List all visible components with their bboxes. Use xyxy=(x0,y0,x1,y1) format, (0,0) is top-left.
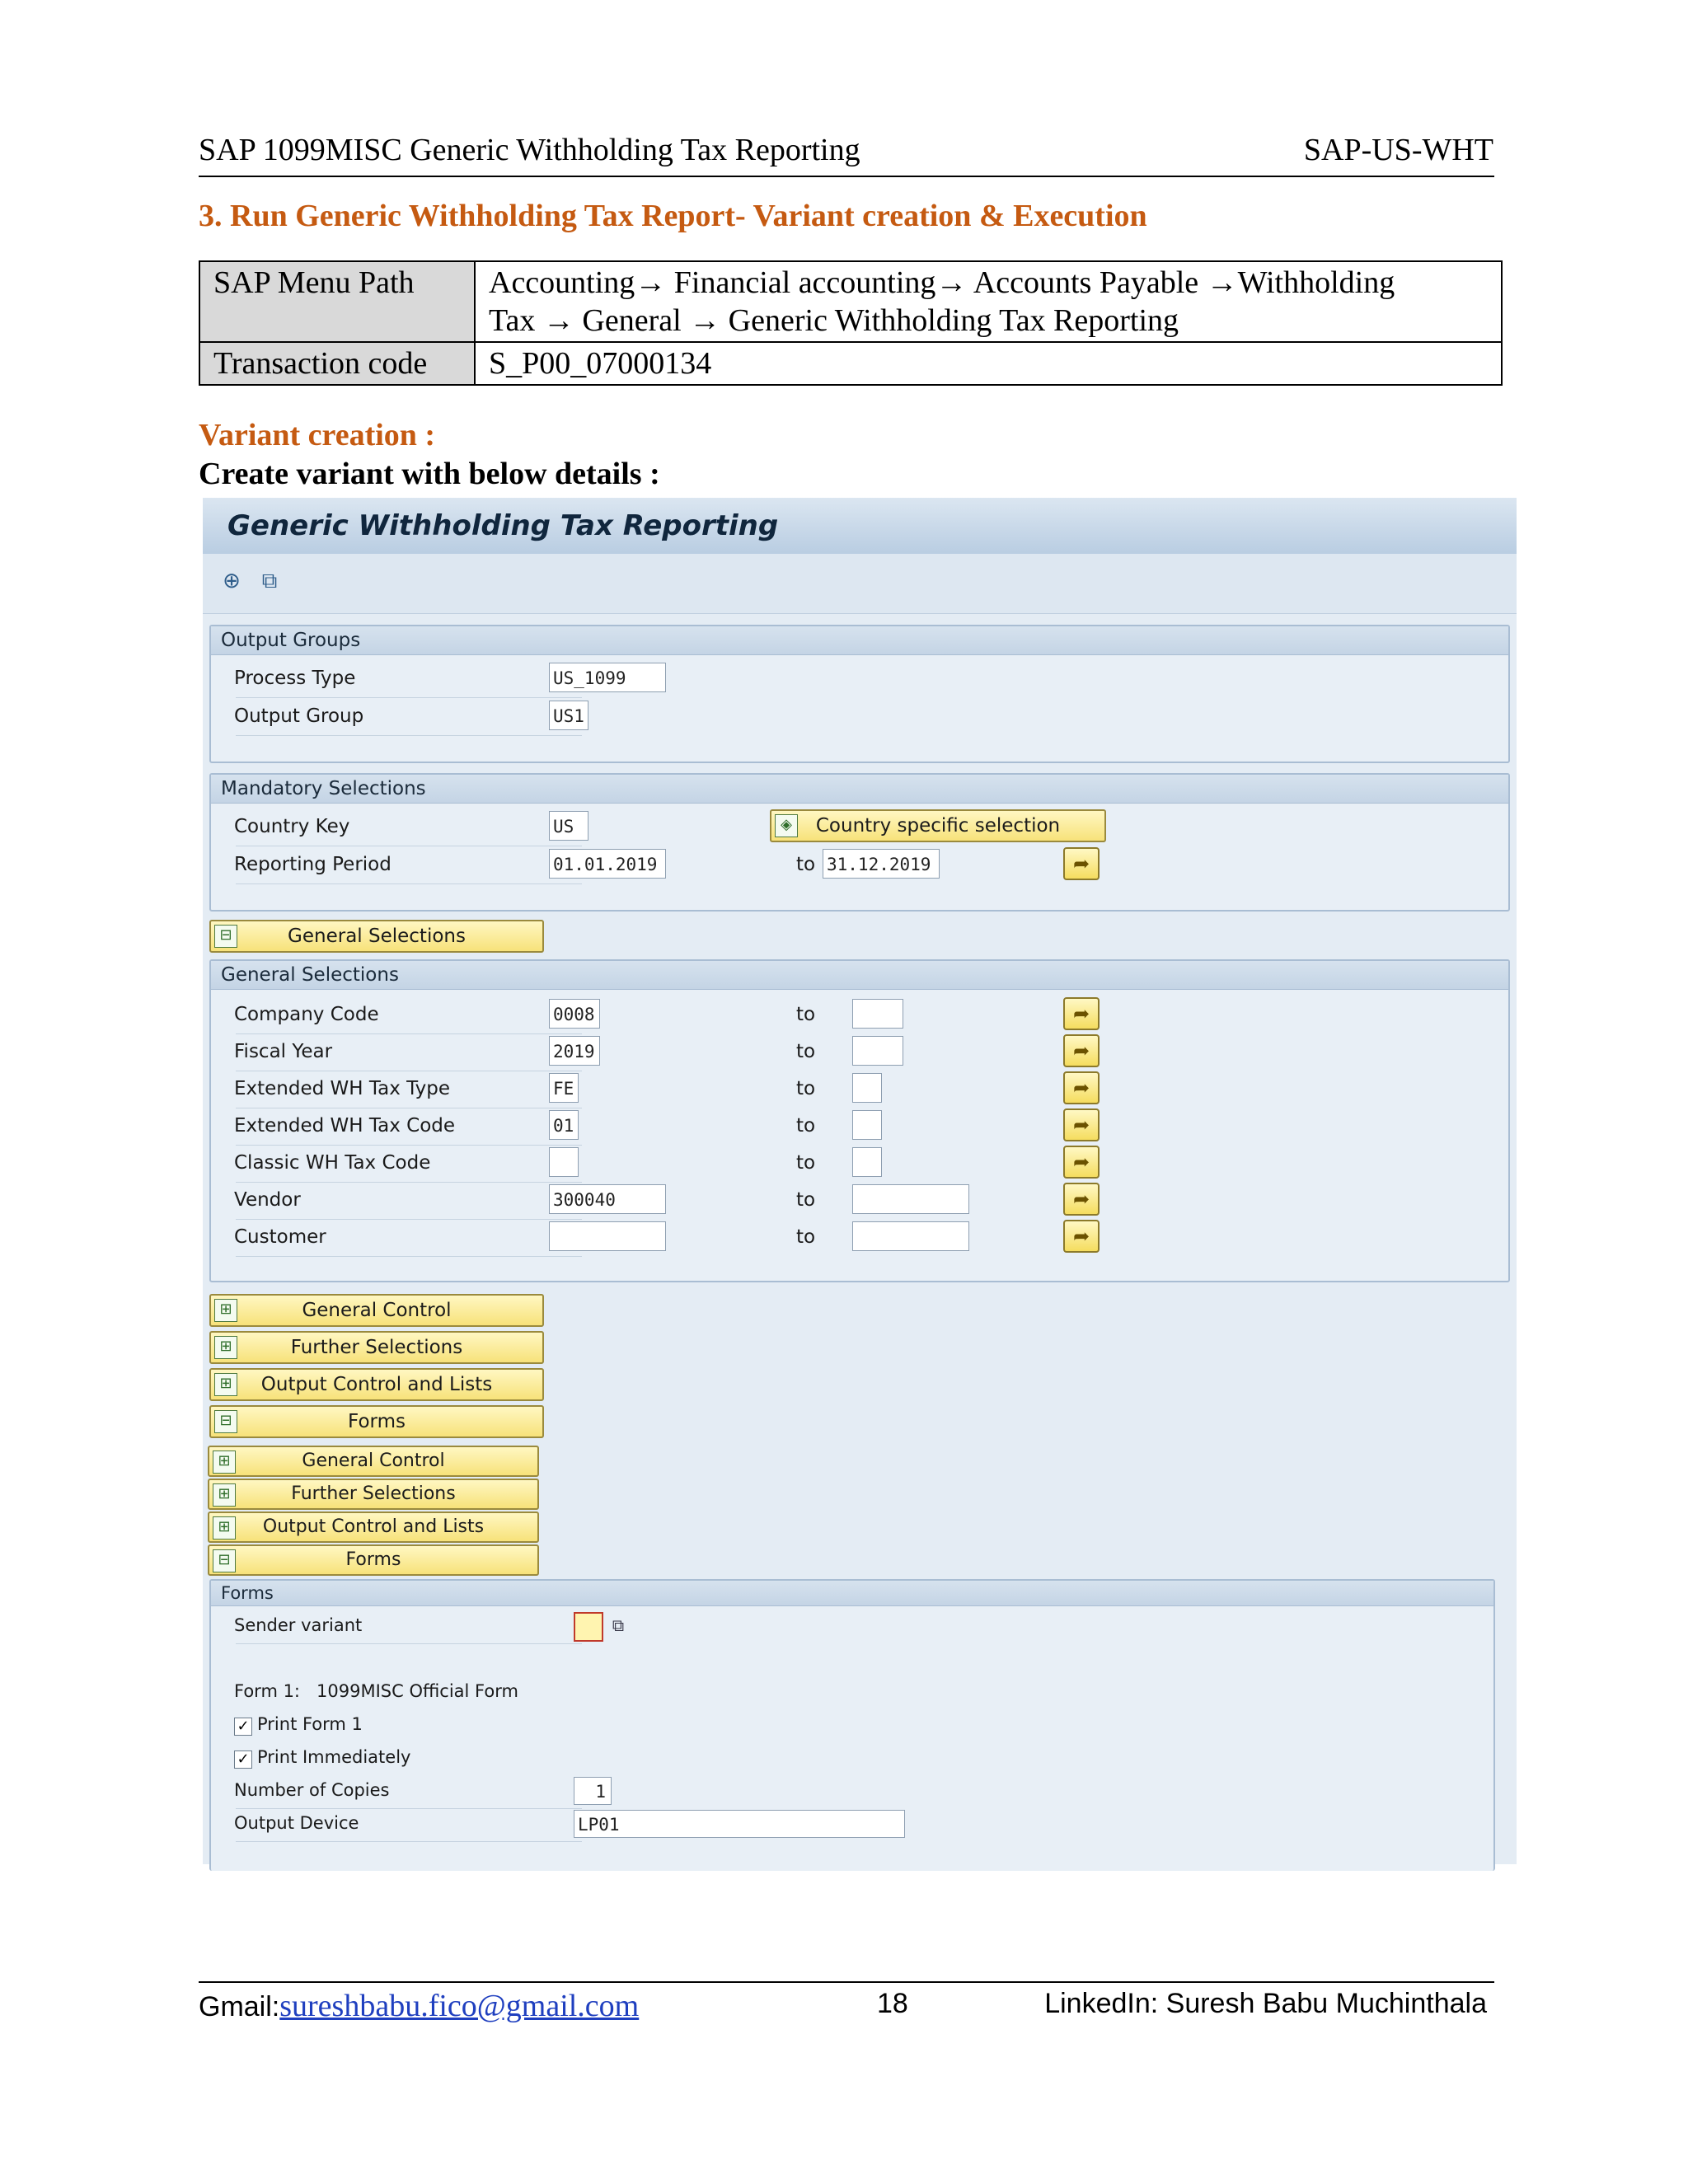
fiscal-year-label: Fiscal Year xyxy=(234,1041,333,1062)
field-underline xyxy=(236,1841,582,1842)
fiscal-year-from-input[interactable]: 2019 xyxy=(549,1036,600,1066)
field-underline xyxy=(236,1182,582,1183)
process-type-label: Process Type xyxy=(234,668,356,689)
extended-wh-tax-type-to-label: to xyxy=(796,1078,816,1099)
expand-icon: ⊞ xyxy=(214,1336,237,1359)
field-underline xyxy=(236,1145,582,1146)
further-selections-button[interactable] xyxy=(208,1479,539,1510)
form1-name: 1099MISC Official Form xyxy=(316,1681,518,1701)
field-underline xyxy=(236,1643,582,1644)
company-code-from-input[interactable]: 0008 xyxy=(549,999,600,1029)
output-groups-header: Output Groups xyxy=(211,626,1508,655)
general-selections-panel xyxy=(209,959,1510,1282)
document-header-code: SAP-US-WHT xyxy=(1303,133,1493,167)
multiple-selection-arrow-icon[interactable]: ➦ xyxy=(1063,997,1100,1030)
copy-icon[interactable]: ⧉ xyxy=(612,1615,625,1635)
field-underline xyxy=(236,697,582,698)
header-rule xyxy=(199,176,1494,177)
general-control-button[interactable] xyxy=(208,1446,539,1477)
general-selections-toggle-button[interactable] xyxy=(209,920,544,953)
extended-wh-tax-type-to-input[interactable] xyxy=(852,1073,882,1103)
footer-rule xyxy=(199,1981,1494,1983)
customer-to-label: to xyxy=(796,1226,816,1248)
forms-button[interactable] xyxy=(209,1405,544,1438)
sender-variant-label: Sender variant xyxy=(234,1615,363,1635)
mandatory-selections-panel xyxy=(209,773,1510,912)
print-form1-label: Print Form 1 xyxy=(257,1714,363,1734)
output-group-label: Output Group xyxy=(234,705,364,727)
variant-subtitle: Create variant with below details : xyxy=(199,457,660,491)
field-underline xyxy=(236,735,582,736)
multiple-selection-arrow-icon[interactable]: ➦ xyxy=(1063,1071,1100,1104)
extended-wh-tax-type-label: Extended WH Tax Type xyxy=(234,1078,450,1099)
email-link[interactable]: sureshbabu.fico@gmail.com xyxy=(279,1989,640,2023)
forms-header: Forms xyxy=(211,1581,1493,1606)
multiple-selection-arrow-icon[interactable]: ➦ xyxy=(1063,1034,1100,1067)
number-of-copies-label: Number of Copies xyxy=(234,1780,390,1800)
get-variant-icon[interactable]: ⧉ xyxy=(261,569,278,593)
country-key-label: Country Key xyxy=(234,816,350,837)
vendor-to-label: to xyxy=(796,1189,816,1211)
extended-wh-tax-code-from-input[interactable]: 01 xyxy=(549,1110,579,1140)
further-selections-label: Further Selections xyxy=(291,1483,456,1504)
mandatory-selections-header: Mandatory Selections xyxy=(211,775,1508,804)
further-selections-button[interactable] xyxy=(209,1331,544,1364)
general-selections-button-label: General Selections xyxy=(288,926,466,947)
vendor-to-input[interactable] xyxy=(852,1184,969,1214)
classic-wh-tax-code-label: Classic WH Tax Code xyxy=(234,1152,431,1174)
print-immediately-label: Print Immediately xyxy=(257,1747,411,1767)
section-title: 3. Run Generic Withholding Tax Report- Variant creation & Execution xyxy=(199,199,1147,233)
field-underline xyxy=(236,1256,582,1257)
company-code-to-label: to xyxy=(796,1004,816,1025)
multiple-selection-arrow-icon[interactable]: ➦ xyxy=(1063,1220,1100,1253)
field-underline xyxy=(236,1808,582,1809)
collapse-icon: ⊟ xyxy=(214,1410,237,1433)
extended-wh-tax-code-to-input[interactable] xyxy=(852,1110,882,1140)
info-table xyxy=(199,260,1503,386)
vendor-from-input[interactable]: 300040 xyxy=(549,1184,666,1214)
footer-email xyxy=(199,1988,639,2024)
print-immediately-checkbox[interactable]: ✓ xyxy=(234,1750,252,1769)
sap-screen xyxy=(203,498,1517,1864)
sap-toolbar xyxy=(203,554,1517,614)
tcode-value: S_P00_07000134 xyxy=(475,342,1502,385)
form1-prefix: Form 1: xyxy=(234,1681,301,1701)
sap-title: Generic Withholding Tax Reporting xyxy=(227,509,779,542)
extended-wh-tax-type-from-input[interactable]: FE xyxy=(549,1073,579,1103)
multiple-selection-arrow-icon[interactable]: ➦ xyxy=(1063,1183,1100,1216)
forms-label: Forms xyxy=(345,1549,401,1570)
reporting-period-label: Reporting Period xyxy=(234,854,392,875)
number-of-copies-input[interactable]: 1 xyxy=(574,1777,612,1805)
field-underline xyxy=(236,883,582,884)
print-form1-checkbox[interactable]: ✓ xyxy=(234,1718,252,1736)
output-device-input[interactable]: LP01 xyxy=(574,1810,905,1838)
country-specific-selection-label: Country specific selection xyxy=(815,815,1061,837)
output-control-and-lists-label: Output Control and Lists xyxy=(260,1374,493,1395)
sap-title-bar xyxy=(203,498,1517,555)
collapse-icon: ⊟ xyxy=(213,1549,236,1572)
form1-label xyxy=(234,1681,518,1701)
general-control-button[interactable] xyxy=(209,1294,544,1327)
expand-icon: ⊞ xyxy=(214,1299,237,1322)
classic-wh-tax-code-to-label: to xyxy=(796,1152,816,1174)
forms-button[interactable] xyxy=(208,1544,539,1576)
footer-linkedin: LinkedIn: Suresh Babu Muchinthala xyxy=(1044,1988,1487,2019)
expand-icon: ⊞ xyxy=(213,1516,236,1540)
customer-label: Customer xyxy=(234,1226,326,1248)
reporting-period-from-input[interactable]: 01.01.2019 xyxy=(549,849,666,879)
output-control-and-lists-button[interactable] xyxy=(209,1368,544,1401)
expand-icon: ⊞ xyxy=(214,1373,237,1396)
customer-from-input[interactable] xyxy=(549,1221,666,1251)
general-control-label: General Control xyxy=(302,1300,452,1321)
sender-variant-input[interactable] xyxy=(574,1612,603,1642)
page-number: 18 xyxy=(877,1988,908,2019)
reporting-period-to-input[interactable]: 31.12.2019 xyxy=(823,849,940,879)
company-code-to-input[interactable] xyxy=(852,999,903,1029)
output-device-label: Output Device xyxy=(234,1813,359,1833)
extended-wh-tax-code-label: Extended WH Tax Code xyxy=(234,1115,456,1137)
menu-path-label: SAP Menu Path xyxy=(199,261,475,342)
extended-wh-tax-code-to-label: to xyxy=(796,1115,816,1137)
variant-title: Variant creation : xyxy=(199,418,436,452)
multiple-selection-arrow-icon[interactable]: ➦ xyxy=(1063,1108,1100,1141)
country-key-input[interactable]: US xyxy=(549,811,588,841)
menu-path-line1: Accounting→ Financial accounting→ Accounts Payable →Withholding xyxy=(489,265,1395,300)
execute-icon[interactable]: ⊕ xyxy=(223,569,241,593)
field-underline xyxy=(236,1033,582,1034)
company-code-label: Company Code xyxy=(234,1004,379,1025)
field-underline xyxy=(236,1219,582,1220)
further-selections-label: Further Selections xyxy=(290,1337,463,1358)
output-control-and-lists-button[interactable] xyxy=(208,1511,539,1543)
general-control-label: General Control xyxy=(302,1451,445,1471)
fiscal-year-to-label: to xyxy=(796,1041,816,1062)
gmail-label: Gmail: xyxy=(199,1991,280,2022)
expand-icon: ⊞ xyxy=(213,1483,236,1507)
multiple-selection-arrow-icon[interactable]: ➦ xyxy=(1063,1146,1100,1179)
collapse-icon: ⊟ xyxy=(214,925,237,948)
tcode-label: Transaction code xyxy=(199,342,475,385)
fiscal-year-to-input[interactable] xyxy=(852,1036,903,1066)
country-selection-icon: ◈ xyxy=(775,814,798,837)
menu-path-value xyxy=(475,261,1502,342)
customer-to-input[interactable] xyxy=(852,1221,969,1251)
output-groups-panel xyxy=(209,625,1510,763)
output-group-input[interactable]: US1 xyxy=(549,701,588,730)
multiple-selection-arrow-icon[interactable]: ➦ xyxy=(1063,847,1100,880)
general-selections-header: General Selections xyxy=(211,961,1508,990)
classic-wh-tax-code-from-input[interactable] xyxy=(549,1147,579,1177)
vendor-label: Vendor xyxy=(234,1189,301,1211)
process-type-input[interactable]: US_1099 xyxy=(549,663,666,692)
forms-panel xyxy=(209,1579,1495,1871)
classic-wh-tax-code-to-input[interactable] xyxy=(852,1147,882,1177)
menu-path-line2: Tax → General → Generic Withholding Tax Reporting xyxy=(489,303,1179,338)
output-control-and-lists-label: Output Control and Lists xyxy=(262,1516,485,1537)
country-specific-selection-button[interactable] xyxy=(770,809,1106,842)
reporting-period-to-label: to xyxy=(796,854,816,875)
forms-label: Forms xyxy=(348,1411,406,1432)
document-header-title: SAP 1099MISC Generic Withholding Tax Reporting xyxy=(199,133,860,167)
expand-icon: ⊞ xyxy=(213,1451,236,1474)
